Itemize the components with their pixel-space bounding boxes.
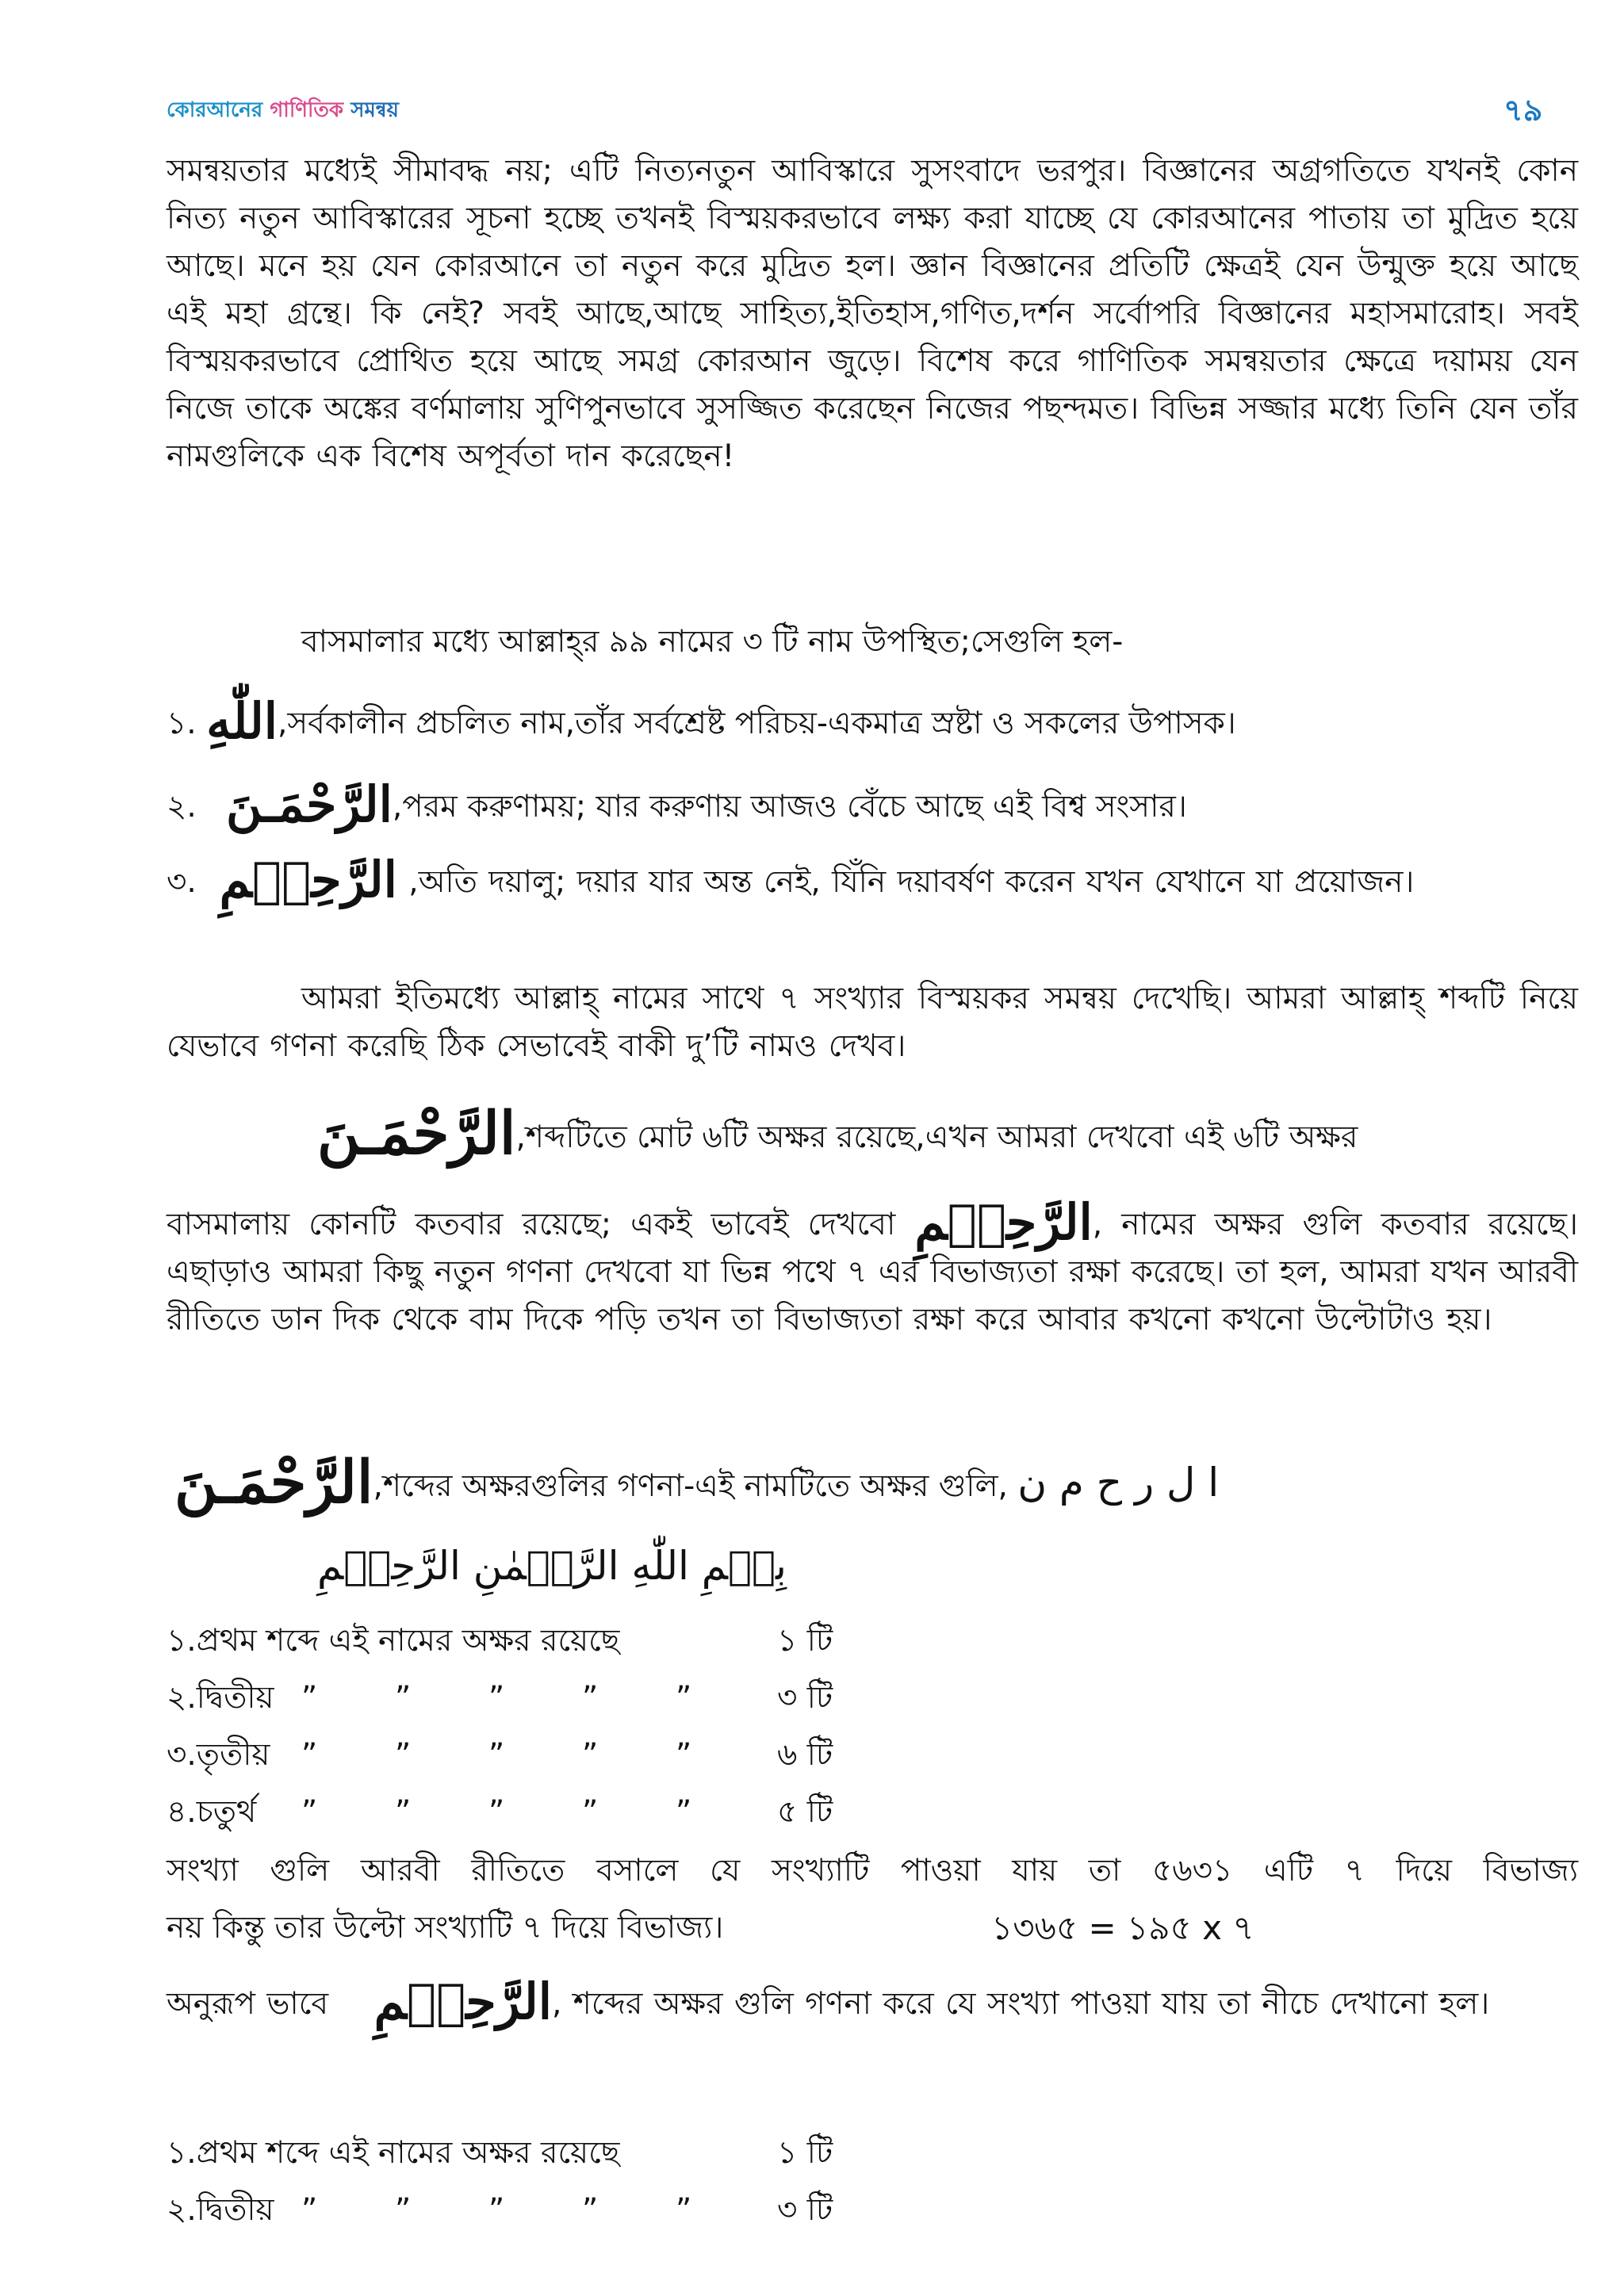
basmala-text: بِسۡمِ اللّٰهِ الرَّحۡمٰنِ الرَّحِيۡمِ xyxy=(317,1543,787,1589)
ditto-mark: ” xyxy=(488,2192,505,2228)
header-word-1: কোরআনের xyxy=(167,98,263,122)
paragraph-2 xyxy=(167,975,1578,1070)
count-row xyxy=(167,2130,833,2177)
paragraph-5-arabic: الرَّحِيۡمِ xyxy=(373,1973,552,2030)
count-row xyxy=(167,1732,833,1779)
paragraph-3-arabic-2: الرَّحِيۡمِ xyxy=(914,1193,1093,1251)
count-row xyxy=(167,1789,833,1836)
ditto-mark: ” xyxy=(395,2192,412,2228)
paragraph-2-text: আমরা ইতিমধ্যে আল্লাহ্‌ নামের সাথে ৭ সংখ্যার বিস্ময়কর সমন্বয় দেখেছি। আমরা আল্লাহ্‌ শব্দটি নিয়ে যেভাবে গণনা করেছি ঠিক সেভাবেই বাকী দু’টি নামও দেখব। xyxy=(167,981,1578,1064)
count-value: ৬ টি xyxy=(777,1737,833,1773)
paragraph-3-text-1: ,শব্দটিতে মোট ৬টি অক্ষর রয়েছে,এখন আমরা দেখবো এই ৬টি অক্ষর xyxy=(515,1119,1358,1155)
name-item-3 xyxy=(167,851,1578,909)
count-label: ১.প্রথম শব্দে এই নামের অক্ষর রয়েছে xyxy=(167,1623,620,1659)
name-item-1 xyxy=(167,692,1236,750)
name-item-1-text: ,সর্বকালীন প্রচলিত নাম,তাঁর সর্বশ্রেষ্ট পরিচয়-একমাত্র স্রষ্টা ও সকলের উপাসক। xyxy=(278,706,1236,741)
ditto-mark: ” xyxy=(395,1794,412,1830)
count-value: ৩ টি xyxy=(777,1680,833,1716)
count-row xyxy=(167,2187,833,2234)
ditto-mark: ” xyxy=(582,2192,599,2228)
header-word-2: গাণিতিক xyxy=(270,98,344,122)
ditto-mark: ” xyxy=(582,1737,599,1773)
count-value: ১ টি xyxy=(777,1623,833,1659)
ditto-mark: ” xyxy=(395,1737,412,1773)
ditto-mark: ” xyxy=(488,1680,505,1716)
ditto-mark: ” xyxy=(488,1794,505,1830)
ditto-mark: ” xyxy=(301,1680,318,1716)
count-label-with-ditto xyxy=(167,1674,777,1722)
section-1-heading xyxy=(174,1448,1220,1517)
section-1-text: ,শব্দের অক্ষরগুলির গণনা-এই নামটিতে অক্ষর গুলি, xyxy=(373,1468,1008,1504)
paragraph-3-text-3: , নামের অক্ষর গুলি কতবার রয়েছে। এছাড়াও আমরা কিছু নতুন গণনা দেখবো যা ভিন্ন পথে ৭ এর বিভাজ্যতা রক্ষা করেছে। তা হল, আমরা যখন আরবী রীতিতে ডান দিক থেকে বাম দিকে পড়ি তখন তা বিভাজ্যতা রক্ষা করে আবার কখনো কখনো উল্টোটাও হয়। xyxy=(167,1207,1578,1337)
page-number: ৭৯ xyxy=(1503,93,1543,128)
count-label: ৩.তৃতীয় xyxy=(167,1737,270,1773)
name-item-1-arabic: اللّٰهِ xyxy=(206,692,278,750)
name-item-3-arabic: الرَّحِيۡمِ xyxy=(219,851,397,909)
ditto-mark: ” xyxy=(676,1680,692,1716)
paragraph-4-line-2: নয় কিন্তু তার উল্টো সংখ্যাটি ৭ দিয়ে বিভাজ্য। xyxy=(167,1910,724,1946)
paragraph-3-text-2: বাসমালায় কোনটি কতবার রয়েছে; একই ভাবেই দেখবো xyxy=(167,1207,896,1242)
ditto-mark: ” xyxy=(676,1737,692,1773)
count-label: ২.দ্বিতীয় xyxy=(167,1680,274,1716)
count-value: ১ টি xyxy=(777,2135,833,2171)
paragraph-5-text-2: , শব্দের অক্ষর গুলি গণনা করে যে সংখ্যা পাওয়া যায় তা নীচে দেখানো হল। xyxy=(552,1986,1490,2022)
divisibility-equation: ১৩৬৫ = ১৯৫ x ৭ xyxy=(991,1908,1254,1947)
count-row xyxy=(167,1674,833,1722)
section-1-arabic: الرَّحْمَـنَ xyxy=(174,1448,373,1517)
paragraph-3-arabic-1: الرَّحْمَـنَ xyxy=(317,1100,516,1168)
name-item-3-text: ,অতি দয়ালু; দয়ার যার অন্ত নেই, যিঁনি দয়াবর্ষণ করেন যখন যেখানে যা প্রয়োজন। xyxy=(408,864,1415,900)
paragraph-3-line-1 xyxy=(317,1100,1358,1168)
paragraph-4-line-1 xyxy=(167,1847,1578,1895)
count-value: ৫ টি xyxy=(777,1794,833,1830)
count-label: ২.দ্বিতীয় xyxy=(167,2192,274,2228)
basmala xyxy=(317,1542,787,1594)
paragraph-1 xyxy=(167,147,1578,480)
count-row xyxy=(167,1617,833,1665)
count-label: ১.প্রথম শব্দে এই নামের অক্ষর রয়েছে xyxy=(167,2135,620,2171)
ditto-mark: ” xyxy=(582,1680,599,1716)
ditto-mark: ” xyxy=(301,2192,318,2228)
paragraph-3 xyxy=(167,1193,1578,1344)
name-item-1-number: ১. xyxy=(167,706,197,741)
count-value: ৩ টি xyxy=(777,2192,833,2228)
header-word-3: সমন্বয় xyxy=(350,98,399,122)
count-label: ৪.চতুর্থ xyxy=(167,1794,257,1830)
paragraph-5 xyxy=(167,1973,1578,2030)
ditto-mark: ” xyxy=(676,1794,692,1830)
count-label-with-ditto xyxy=(167,1732,777,1779)
running-header xyxy=(167,94,399,128)
ditto-mark: ” xyxy=(488,1737,505,1773)
count-label-with-ditto xyxy=(167,1789,777,1836)
count-label-with-ditto xyxy=(167,2187,777,2234)
ditto-mark: ” xyxy=(582,1794,599,1830)
name-item-2-number: ২. xyxy=(167,789,197,825)
ditto-mark: ” xyxy=(395,1680,412,1716)
ditto-mark: ” xyxy=(676,2192,692,2228)
name-item-3-number: ৩. xyxy=(167,864,197,900)
paragraph-5-text-1: অনুরূপ ভাবে xyxy=(167,1986,329,2022)
ditto-mark: ” xyxy=(301,1737,318,1773)
paragraph-4-text-1: সংখ্যা গুলি আরবী রীতিতে বসালে যে সংখ্যাটি পাওয়া যায় তা ৫৬৩১ এটি ৭ দিয়ে বিভাজ্য xyxy=(167,1853,1578,1888)
ditto-mark: ” xyxy=(301,1794,318,1830)
paragraph-1-text: সমন্বয়তার মধ্যেই সীমাবদ্ধ নয়; এটি নিত্যনতুন আবিস্কারে সুসংবাদে ভরপুর। বিজ্ঞানের অগ্রগতিতে যখনই কোন নিত্য নতুন আবিস্কারের সূচনা হচ্ছে তখনই বিস্ময়করভাবে লক্ষ্য করা যাচ্ছে যে কোরআনের পাতায় তা মুদ্রিত হয়ে আছে। মনে হয় যেন কোরআনে তা নতুন করে মুদ্রিত হল। জ্ঞান বিজ্ঞানের প্রতিটি ক্ষেত্রই যেন উন্মুক্ত হয়ে আছে এই মহা গ্রন্থে। কি নেই? সবই আছে,আছে সাহিত্য,ইতিহাস,গণিত,দর্শন সর্বোপরি বিজ্ঞানের মহাসমারোহ। সবই বিস্ময়করভাবে প্রোথিত হয়ে আছে সমগ্র কোরআন জুড়ে। বিশেষ করে গাণিতিক সমন্বয়তার ক্ষেত্রে দয়াময় যেন নিজে তাকে অঙ্কের বর্ণমালায় সুণিপুনভাবে সুসজ্জিত করেছেন নিজের পছন্দমত। বিভিন্ন সজ্জার মধ্যে তিনি যেন তাঁর নামগুলিকে এক বিশেষ অপূর্বতা দান করেছেন! xyxy=(167,153,1578,474)
names-intro: বাসমালার মধ্যে আল্লাহ্‌র ৯৯ নামের ৩ টি নাম উপস্থিত;সেগুলি হল- xyxy=(301,624,1124,660)
name-item-2-text: ,পরম করুণাময়; যার করুণায় আজও বেঁচে আছে এই বিশ্ব সংসার। xyxy=(392,789,1187,825)
name-item-2 xyxy=(167,775,1187,833)
section-1-letters: ا ل ر ح م ن xyxy=(1017,1460,1220,1506)
name-item-2-arabic: الرَّحْمَـنَ xyxy=(225,775,393,833)
